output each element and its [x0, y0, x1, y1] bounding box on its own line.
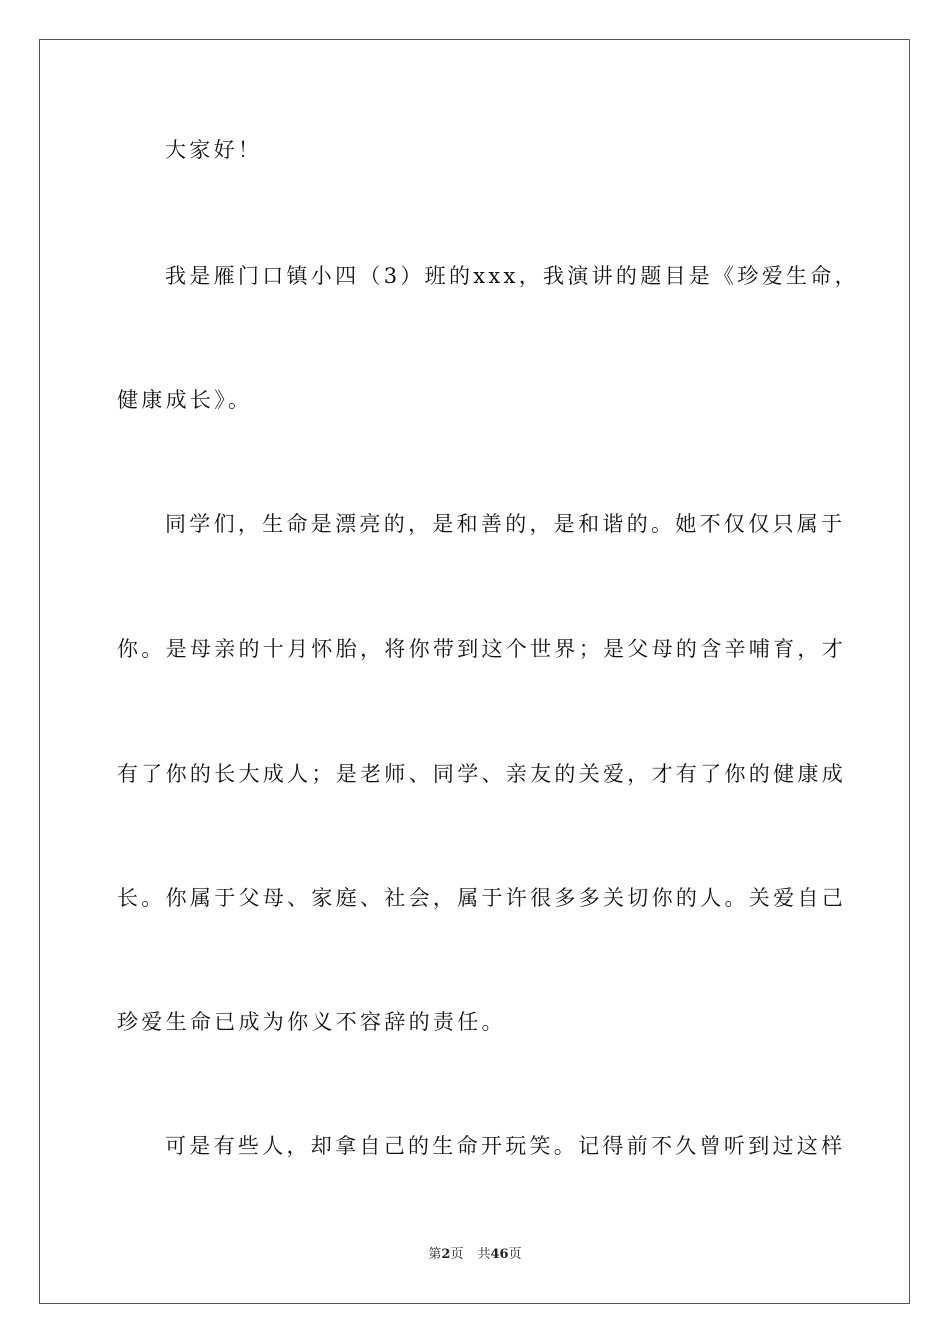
page-footer — [0, 1245, 950, 1265]
paragraph-1-line-1: 我是雁门口镇小四（3）班的xxx，我演讲的题目是《珍爱生命， — [165, 264, 859, 288]
page-prefix: 第 — [428, 1247, 442, 1262]
page-number: 2 — [441, 1247, 451, 1262]
greeting-line: 大家好！ — [165, 138, 263, 162]
total-pages: 46 — [490, 1247, 509, 1262]
paragraph-2-line-1: 同学们，生命是漂亮的，是和善的，是和谐的。她不仅仅只属于 — [165, 512, 846, 536]
paragraph-2-line-5: 珍爱生命已成为你义不容辞的责任。 — [117, 1010, 506, 1034]
total-suffix: 页 — [508, 1247, 522, 1262]
page-suffix: 页 — [450, 1247, 464, 1262]
page-frame — [39, 39, 910, 1304]
paragraph-2-line-4: 长。你属于父母、家庭、社会，属于许很多多关切你的人。关爱自己 — [117, 886, 846, 910]
paragraph-2-line-3: 有了你的长大成人；是老师、同学、亲友的关爱，才有了你的健康成 — [117, 762, 846, 786]
paragraph-1-line-2: 健康成长》。 — [117, 388, 253, 412]
total-prefix: 共 — [477, 1247, 491, 1262]
paragraph-3-line-1: 可是有些人，却拿自己的生命开玩笑。记得前不久曾听到过这样 — [165, 1134, 846, 1158]
paragraph-2-line-2: 你。是母亲的十月怀胎，将你带到这个世界；是父母的含辛哺育，才 — [117, 637, 846, 661]
